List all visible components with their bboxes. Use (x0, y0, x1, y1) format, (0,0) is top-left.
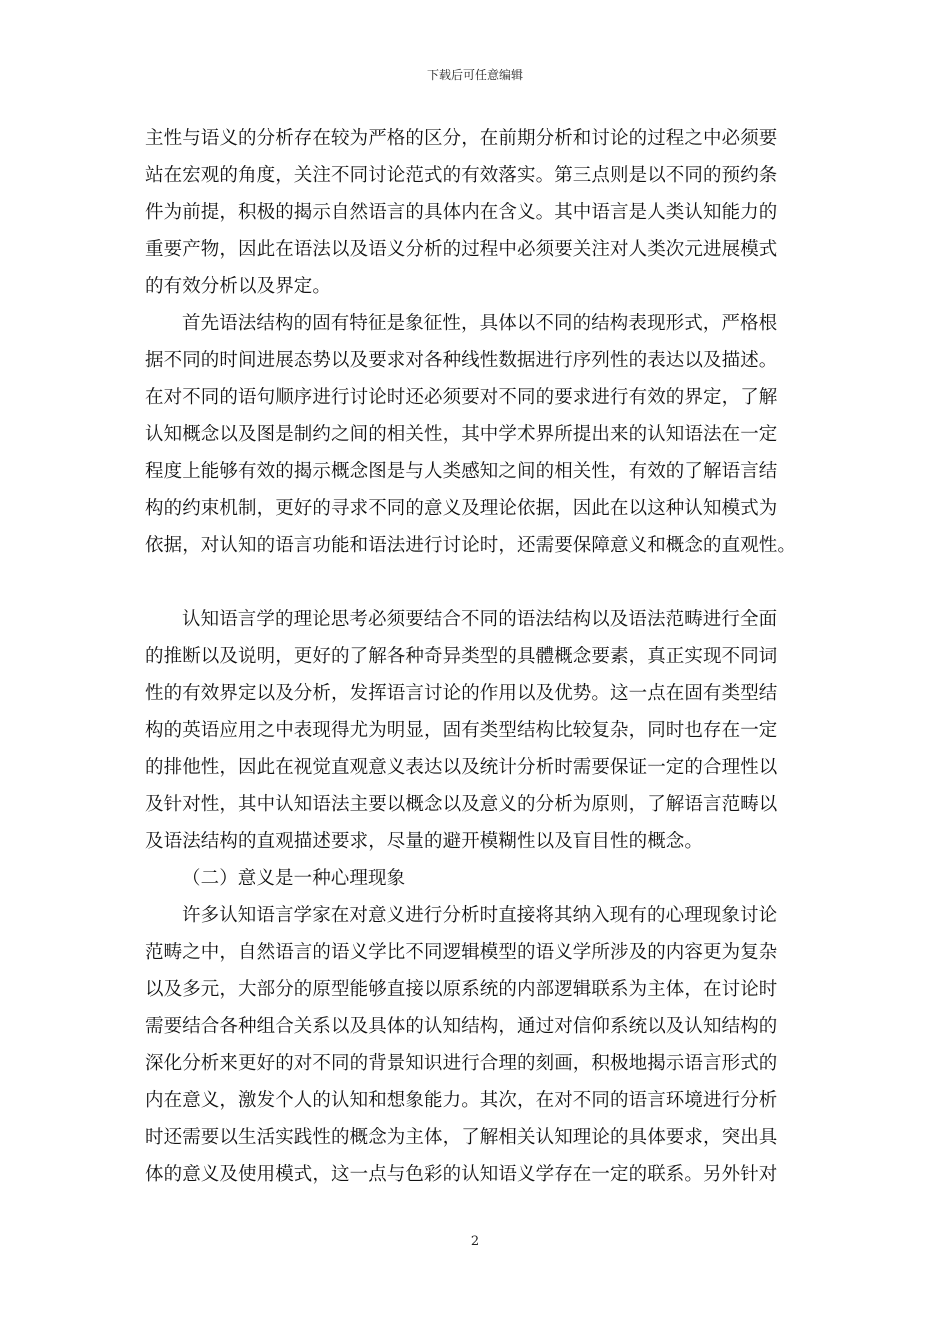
text-line: 程度上能够有效的揭示概念图是与人类感知之间的相关性，有效的了解语言结 (145, 461, 778, 482)
paragraph-gap (145, 564, 815, 601)
text-line: 主性与语义的分析存在较为严格的区分，在前期分析和讨论的过程之中必须要 (145, 128, 778, 149)
text-line: 首先语法结构的固有特征是象征性，具体以不同的结构表现形式，严格根 (182, 313, 778, 334)
text-line: 在对不同的语句顺序进行讨论时还必须要对不同的要求进行有效的界定，了解 (145, 387, 778, 408)
paragraph (145, 120, 815, 305)
page-number: 2 (470, 1234, 480, 1249)
section-heading (145, 860, 815, 897)
text-line: 认知概念以及图是制约之间的相关性，其中学术界所提出来的认知语法在一定 (145, 424, 778, 445)
text-line: 深化分析来更好的对不同的背景知识进行合理的刻画，积极地揭示语言形式的 (145, 1053, 778, 1074)
page-header: 下载后可任意编辑 (426, 68, 523, 82)
text-line: 的推断以及说明，更好的了解各种奇异类型的具體概念要素，真正实现不同词 (145, 646, 778, 667)
text-line: 以及多元，大部分的原型能够直接以原系统的内部逻辑联系为主体，在讨论时 (145, 979, 778, 1000)
text-line: 及针对性，其中认知语法主要以概念以及意义的分析为原则，了解语言范畴以 (145, 794, 778, 815)
paragraph (145, 897, 815, 1193)
text-line: 的有效分析以及界定。 (145, 276, 332, 297)
text-line: 需要结合各种组合关系以及具体的认知结构，通过对信仰系统以及认知结构的 (145, 1016, 778, 1037)
text-line: 构的英语应用之中表现得尤为明显，固有类型结构比较复杂，同时也存在一定 (145, 720, 778, 741)
text-line: 时还需要以生活实践性的概念为主体，了解相关认知理论的具体要求，突出具 (145, 1127, 778, 1148)
text-line: 站在宏观的角度，关注不同讨论范式的有效落实。第三点则是以不同的预约条 (145, 165, 778, 186)
text-line: 据不同的时间进展态势以及要求对各种线性数据进行序列性的表达以及描述。 (145, 350, 778, 371)
text-line: 体的意义及使用模式，这一点与色彩的认知语义学存在一定的联系。另外针对 (145, 1164, 778, 1185)
text-line: 构的约束机制，更好的寻求不同的意义及理论依据，因此在以这种认知模式为 (145, 498, 778, 519)
text-line: 范畴之中，自然语言的语义学比不同逻辑模型的语义学所涉及的内容更为复杂 (145, 942, 778, 963)
document-body (145, 120, 815, 1193)
text-line: 重要产物，因此在语法以及语义分析的过程中必须要关注对人类次元进展模式 (145, 239, 778, 260)
text-line: 的排他性，因此在视觉直观意义表达以及统计分析时需要保证一定的合理性以 (145, 757, 778, 778)
text-line: 性的有效界定以及分析，发挥语言讨论的作用以及优势。这一点在固有类型结 (145, 683, 778, 704)
text-line: 及语法结构的直观描述要求，尽量的避开模糊性以及盲目性的概念。 (145, 831, 704, 852)
text-line: 件为前提，积极的揭示自然语言的具体内在含义。其中语言是人类认知能力的 (145, 202, 778, 223)
text-line: 许多认知语言学家在对意义进行分析时直接将其纳入现有的心理现象讨论 (182, 905, 778, 926)
text-line: 认知语言学的理论思考必须要结合不同的语法结构以及语法范畴进行全面 (182, 609, 778, 630)
paragraph (145, 601, 815, 860)
text-line: 依据，对认知的语言功能和语法进行讨论时，还需要保障意义和概念的直观性。 (145, 535, 797, 556)
paragraph (145, 305, 815, 564)
section-heading-text: （二）意义是一种心理现象 (182, 868, 406, 889)
text-line: 内在意义，激发个人的认知和想象能力。其次，在对不同的语言环境进行分析 (145, 1090, 778, 1111)
